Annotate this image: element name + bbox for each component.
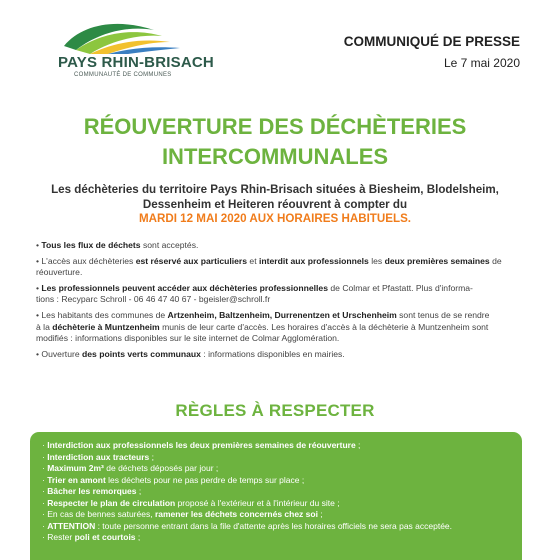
rule-text: les déchets pour ne pas perdre de temps sur place ; (105, 474, 305, 485)
page-title (0, 112, 550, 172)
rule-item: · Trier en amont les déchets pour ne pas perdre de temps sur place ; (42, 474, 305, 485)
bullet-bold: des points verts communaux (82, 348, 201, 359)
rule-item: · En cas de bennes saturées, ramener les déchets concernés chez soi ; (42, 509, 323, 519)
brand-name: PAYS RHIN-BRISACH (58, 54, 214, 71)
rule-text: proposé à l'extérieur et à l'intérieur du site ; (175, 497, 340, 508)
bullet-bold: est réservé aux particuliers (135, 255, 248, 266)
rule-bold: poli et courtois (74, 532, 136, 542)
bullet-bold: deux premières semaines (384, 255, 490, 266)
info-bullet-list (36, 240, 528, 364)
rule-text: ; (135, 532, 141, 542)
rule-item: · Interdiction aux tracteurs ; (42, 451, 154, 462)
pays-rhin-brisach-logo (58, 20, 214, 80)
intro-line-2: Dessenheim et Heiteren réouvrent à compter du (142, 197, 408, 211)
rule-bold: Respecter le plan de circulation (47, 497, 176, 508)
bullet-text: tions : Recyparc Schroll - 06 46 47 40 67 - bgeisler@schroll.fr (36, 294, 271, 305)
bullet-text: et (247, 255, 259, 266)
bullet-text: de réouverture. (36, 255, 502, 278)
bullet-text: à la (36, 321, 53, 332)
bullet-bold: Artzenheim, Baltzenheim, Durrenentzen et Urschenheim (167, 309, 397, 320)
title-line-2: INTERCOMMUNALES (161, 144, 389, 169)
release-date: Le 7 mai 2020 (443, 56, 520, 70)
press-release-label: COMMUNIQUÉ DE PRESSE (343, 34, 520, 49)
rule-bold: Interdiction aux professionnels les deux premières semaines de réouverture (47, 440, 356, 450)
brand-subtitle: COMMUNAUTÉ DE COMMUNES (74, 72, 172, 78)
rule-text: ; (136, 486, 142, 496)
bullet-text: L'accès aux déchèteries (41, 255, 136, 266)
title-line-1: RÉOUVERTURE DES DÉCHÈTERIES (83, 114, 467, 139)
rule-bold: Bâcher les remorques (47, 486, 137, 496)
bullet-item-access: • L'accès aux déchèteries est réservé aux particuliers et interdit aux professionnels les deux premières semaines de réouverture. (36, 255, 502, 278)
rule-item: · Rester poli et courtois ; (42, 532, 141, 542)
rule-item: · ATTENTION : toute personne entrant dans la file d'attente après les horaires officiels ne sera pas acceptée. (42, 520, 453, 531)
bullet-text: les (368, 255, 385, 266)
reopening-date-highlight: MARDI 12 MAI 2020 AUX HORAIRES HABITUELS. (138, 212, 412, 225)
rule-item: · Respecter le plan de circulation proposé à l'extérieur et à l'intérieur du site ; (42, 497, 340, 508)
bullet-text: : informations disponibles en mairies. (200, 348, 345, 359)
rule-bold: Interdiction aux tracteurs (47, 451, 150, 462)
rules-box (30, 432, 522, 560)
bullet-item-muntzenheim: • Les habitants des communes de Artzenheim, Baltzenheim, Durrenentzen et Urschenheim sont tenus de se rendre à la déchèterie à Muntzenheim munis de leur carte d'accès. Les horaires d'accès à la déchèterie à Muntzenheim sont modifiés : informations disponibles sur le site internet de Colmar Agglomération. (36, 309, 490, 344)
rule-text: En cas de bennes saturées, (47, 509, 155, 519)
bullet-text: Ouverture (41, 348, 83, 359)
bullet-text: de Colmar et Pfastatt. Plus d'informa- (327, 282, 473, 293)
rule-item: · Bâcher les remorques ; (42, 486, 142, 496)
rule-bold: ramener les déchets concernés chez soi (154, 509, 318, 519)
rule-text: : toute personne entrant dans la file d'attente après les horaires officiels ne sera pas acceptée. (95, 520, 453, 531)
rule-text: ; (149, 451, 154, 462)
bullet-text: munis de leur carte d'accès. Les horaires d'accès à la déchèterie à Muntzenheim sont (159, 321, 489, 332)
intro-paragraph (40, 183, 510, 227)
rule-bold: Trier en amont (47, 474, 106, 485)
bullet-text: modifiés : informations disponibles sur le site internet de Colmar Agglomération. (36, 333, 340, 344)
bullet-bold: Les professionnels peuvent accéder aux déchèteries professionnelles (41, 282, 328, 293)
bullet-text: sont acceptés. (140, 240, 199, 250)
rule-text: ; (355, 440, 361, 450)
bullet-item-waste-flows: • Tous les flux de déchets sont acceptés. (36, 240, 199, 250)
bullet-bold: déchèterie à Muntzenheim (52, 321, 160, 332)
bullet-text: sont tenus de se rendre (396, 309, 490, 320)
bullet-bold: Tous les flux de déchets (41, 240, 141, 250)
rule-bold: ATTENTION (47, 520, 96, 531)
logo-emblem-icon (62, 20, 182, 54)
intro-line-1: Les déchèteries du territoire Pays Rhin-Brisach situées à Biesheim, Blodelsheim, (51, 183, 499, 196)
bullet-bold: interdit aux professionnels (259, 255, 369, 266)
rule-text: de déchets déposés par jour ; (103, 463, 219, 473)
bullet-item-professionals: • Les professionnels peuvent accéder aux déchèteries professionnelles de Colmar et Pfastatt. Plus d'informa- tions : Recyparc Schroll - 06 46 47 40 67 - bgeisler@schroll.fr (36, 282, 473, 305)
rule-item: · Maximum 2m³ de déchets déposés par jour ; (42, 463, 219, 473)
rule-text: Rester (47, 532, 75, 542)
rule-item: · Interdiction aux professionnels les deux premières semaines de réouverture ; (42, 440, 361, 450)
rule-bold: Maximum 2m³ (47, 463, 104, 473)
bullet-item-green-points: • Ouverture des points verts communaux : informations disponibles en mairies. (36, 348, 345, 359)
rules-heading: RÈGLES À RESPECTER (175, 401, 375, 420)
rule-text: ; (317, 509, 323, 519)
bullet-text: Les habitants des communes de (41, 309, 168, 320)
